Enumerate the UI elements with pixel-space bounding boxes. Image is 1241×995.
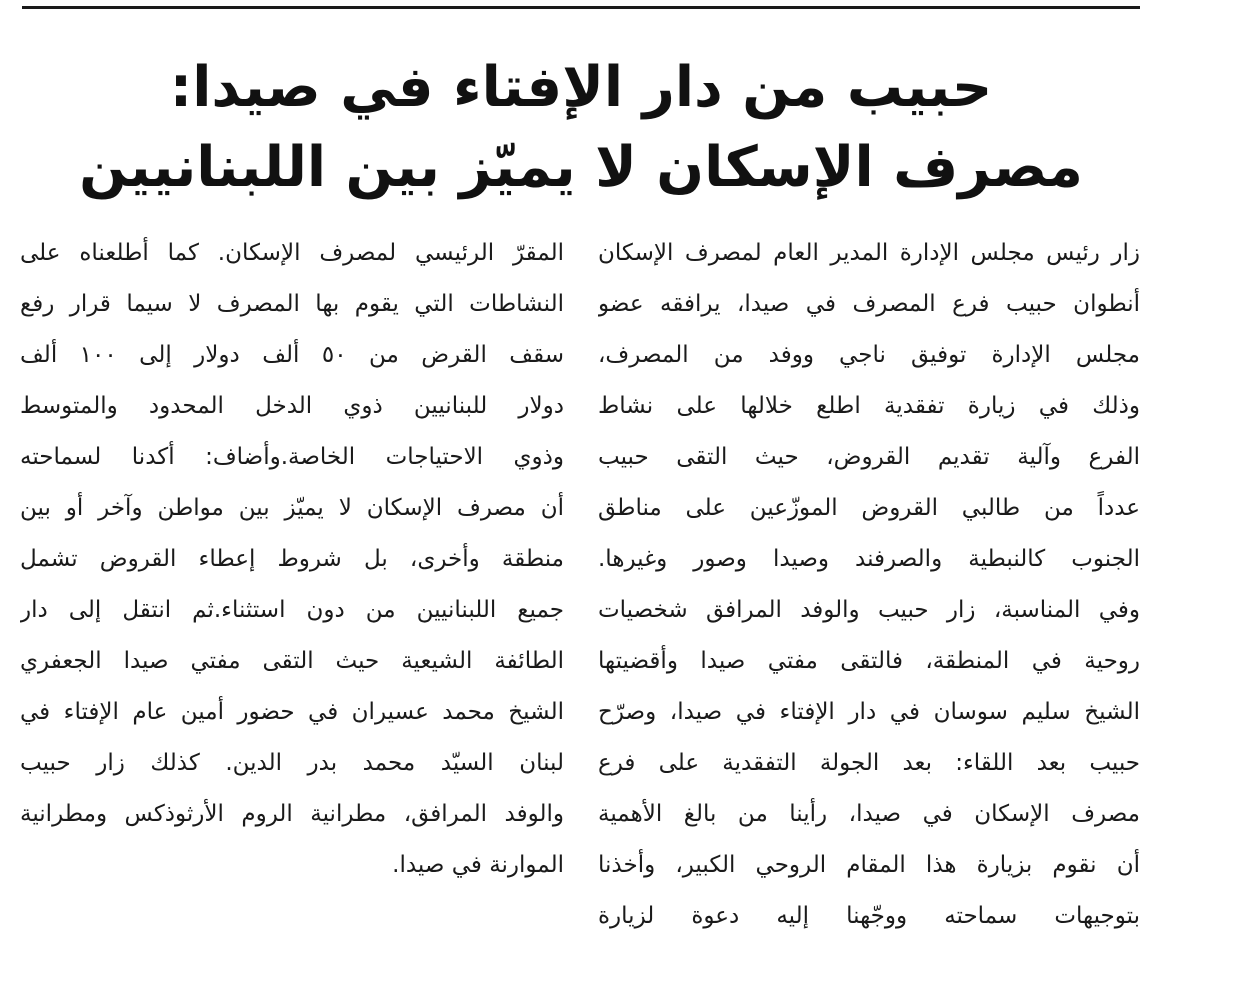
body-line: الجنوب كالنبطية والصرفند وصيدا وصور وغيرها. [598, 546, 1140, 572]
body-line: مصرف الإسكان في صيدا، رأينا من بالغ الأهمية [598, 801, 1140, 827]
body-line: بتوجيهات سماحته ووجّهنا إليه دعوة لزيارة [598, 903, 1140, 929]
body-line: حبيب بعد اللقاء: بعد الجولة التفقدية على فرع [598, 750, 1140, 776]
body-line: الطائفة الشيعية حيث التقى مفتي صيدا الجعفري [20, 648, 564, 674]
body-line: زار رئيس مجلس الإدارة المدير العام لمصرف الإسكان [598, 240, 1140, 266]
body-line: الفرع وآلية تقديم القروض، حيث التقى حبيب [598, 444, 1140, 470]
body-line: الشيخ سليم سوسان في دار الإفتاء في صيدا، وصرّح [598, 699, 1140, 725]
body-line: روحية في المنطقة، فالتقى مفتي صيدا وأقضيتها [598, 648, 1140, 674]
body-line: وفي المناسبة، زار حبيب والوفد المرافق شخصيات [598, 597, 1140, 623]
top-rule [22, 6, 1140, 9]
body-line: الموارنة في صيدا. [392, 852, 564, 878]
headline-line-1: حبيب من دار الإفتاء في صيدا: [169, 55, 993, 120]
body-line: جميع اللبنانيين من دون استثناء.ثم انتقل إلى دار [20, 597, 564, 623]
body-line: المقرّ الرئيسي لمصرف الإسكان. كما أطلعناه على [20, 240, 564, 266]
body-line: أن مصرف الإسكان لا يميّز بين مواطن وآخر أو بين [20, 495, 564, 521]
body-line: وذلك في زيارة تفقدية اطلع خلالها على نشاط [598, 393, 1140, 419]
body-line: عدداً من طالبي القروض الموزّعين على مناطق [598, 495, 1140, 521]
body-line: وذوي الاحتياجات الخاصة.وأضاف: أكدنا لسماحته [20, 444, 564, 470]
headline-line-2: مصرف الإسكان لا يميّز بين اللبنانيين [79, 135, 1083, 200]
body-line: أنطوان حبيب فرع المصرف في صيدا، يرافقه عضو [598, 291, 1140, 317]
article-column-right [598, 228, 1140, 942]
body-line: والوفد المرافق، مطرانية الروم الأرثوذكس ومطرانية [20, 801, 564, 827]
body-line: أن نقوم بزيارة هذا المقام الروحي الكبير، وأخذنا [598, 852, 1140, 878]
body-line: الشيخ محمد عسيران في حضور أمين عام الإفتاء في [20, 699, 564, 725]
article-headline [22, 48, 1140, 208]
body-line: لبنان السيّد محمد بدر الدين. كذلك زار حبيب [20, 750, 564, 776]
body-line: سقف القرض من ٥٠ ألف دولار إلى ١٠٠ ألف [20, 342, 564, 368]
body-line: منطقة وأخرى، بل شروط إعطاء القروض تشمل [20, 546, 564, 572]
body-line: مجلس الإدارة توفيق ناجي ووفد من المصرف، [598, 342, 1140, 368]
article-column-left [20, 228, 564, 891]
body-line: دولار للبنانيين ذوي الدخل المحدود والمتوسط [20, 393, 564, 419]
body-line: النشاطات التي يقوم بها المصرف لا سيما قرار رفع [20, 291, 564, 317]
